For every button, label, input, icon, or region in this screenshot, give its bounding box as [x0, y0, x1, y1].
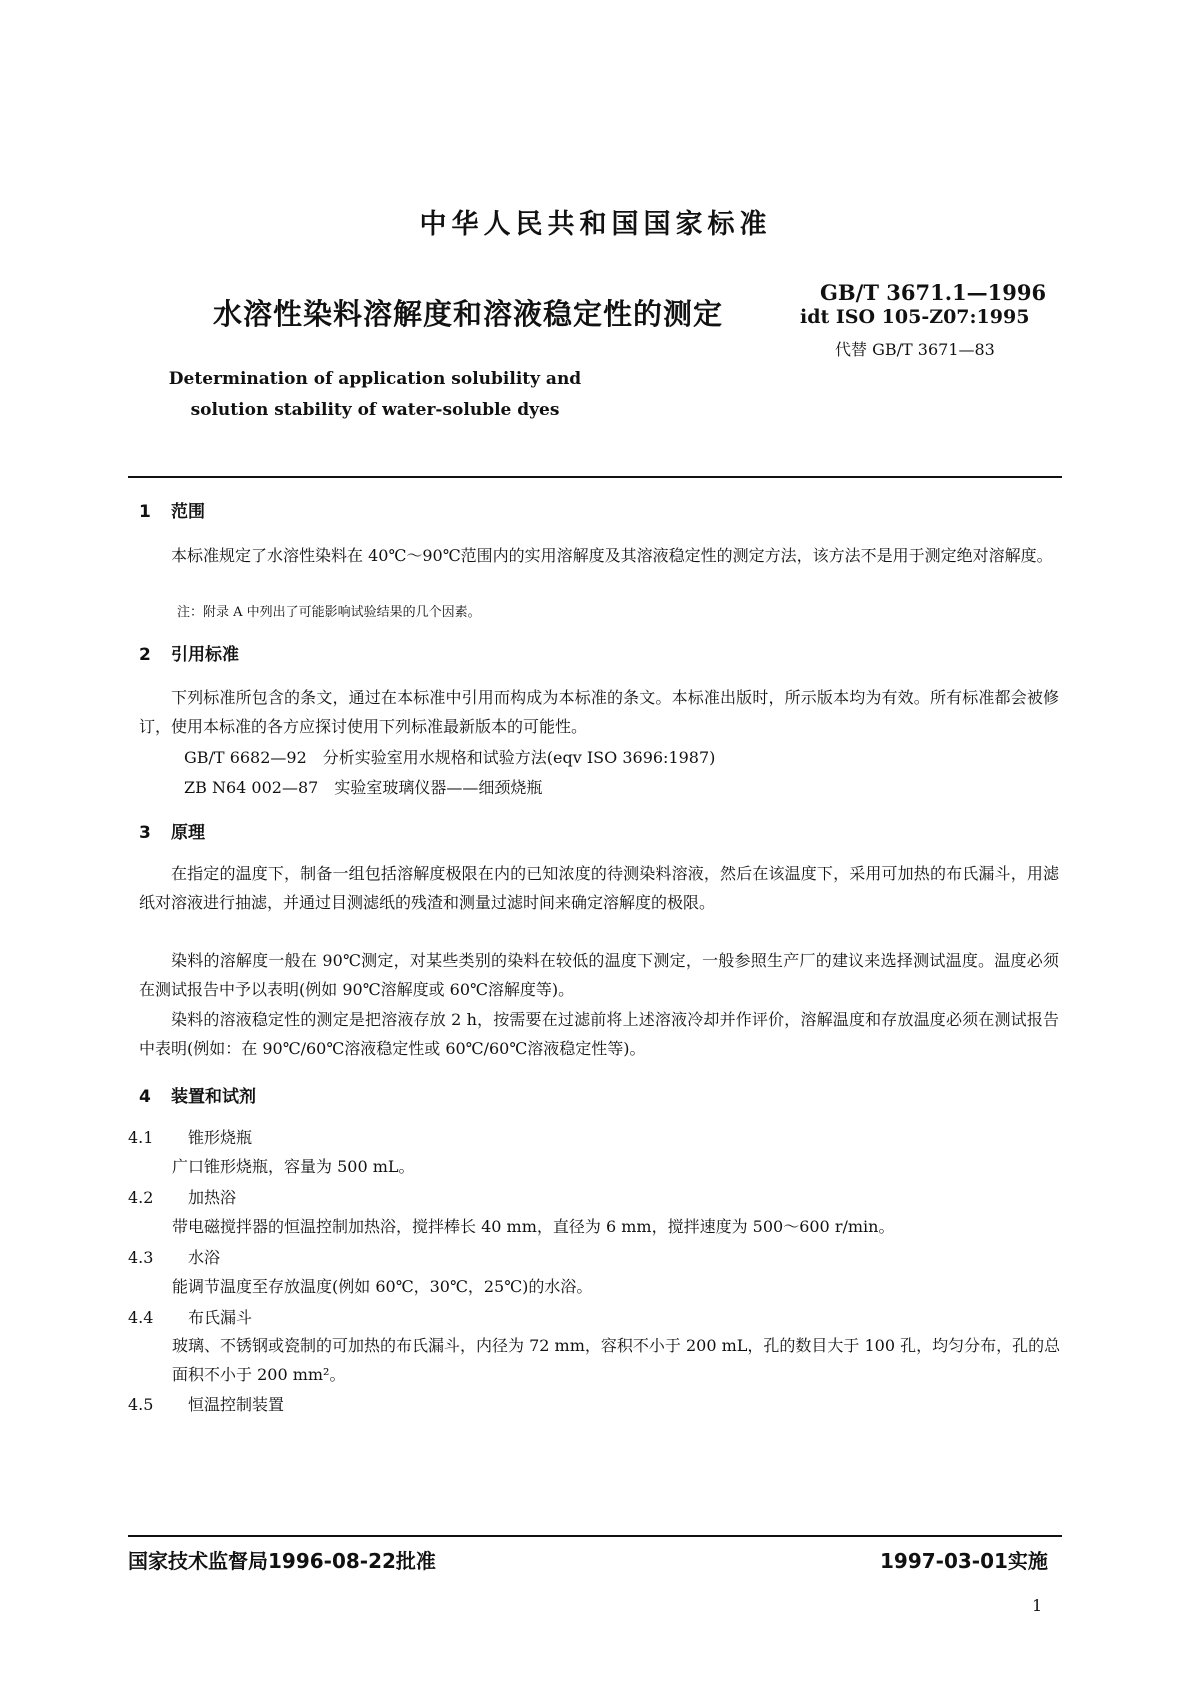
section-title: 原理	[171, 823, 205, 843]
subsection-number: 4.2	[128, 1188, 154, 1207]
subsection-number: 4.1	[128, 1128, 154, 1147]
subsection-4-3-heading	[128, 1245, 220, 1268]
subsection-4-2-body: 带电磁搅拌器的恒温控制加热浴，搅拌棒长 40 mm，直径为 6 mm，搅拌速度为 500～600 r/min。	[172, 1217, 895, 1236]
header-divider	[128, 476, 1062, 478]
subsection-title: 布氏漏斗	[188, 1308, 253, 1327]
subsection-4-4-body: 玻璃、不锈钢或瓷制的可加热的布氏漏斗，内径为 72 mm，容积不小于 200 mL，孔的数目大于 100 孔，均匀分布，孔的总面积不小于 200 mm²。	[172, 1336, 1061, 1384]
reference-code: GB/T 6682—92	[184, 748, 307, 767]
document-title-zh: 水溶性染料溶解度和溶液稳定性的测定	[213, 297, 724, 331]
reference-title: 实验室玻璃仪器——细颈烧瓶	[334, 778, 543, 797]
subsection-number: 4.3	[128, 1248, 154, 1267]
section-number: 3	[139, 823, 151, 843]
subsection-4-5-heading	[128, 1392, 284, 1415]
section-title: 装置和试剂	[171, 1087, 256, 1107]
section-1-paragraph: 本标准规定了水溶性染料在 40℃～90℃范围内的实用溶解度及其溶液稳定性的测定方法，该方法不是用于测定绝对溶解度。	[171, 546, 1053, 565]
section-2-heading	[139, 640, 239, 665]
section-1-heading	[139, 497, 205, 522]
section-number: 1	[139, 502, 151, 522]
reference-code: ZB N64 002—87	[184, 778, 319, 797]
subsection-title: 水浴	[188, 1248, 221, 1267]
subsection-4-1-body: 广口锥形烧瓶，容量为 500 mL。	[172, 1157, 415, 1176]
standard-replaces: 代替 GB/T 3671—83	[835, 340, 995, 359]
reference-title: 分析实验室用水规格和试验方法(eqv ISO 3696:1987)	[322, 748, 716, 767]
section-3-paragraph-2: 染料的溶解度一般在 90℃测定，对某些类别的染料在较低的温度下测定，一般参照生产厂的建议来选择测试温度。温度必须在测试报告中予以表明(例如 90℃溶解度或 60℃溶解度等)。	[139, 951, 1059, 999]
subsection-4-1-heading	[128, 1125, 252, 1148]
document-title-en	[0, 364, 750, 426]
national-standard-heading: 中华人民共和国国家标准	[419, 209, 772, 240]
subsection-title: 加热浴	[188, 1188, 237, 1207]
section-1-note: 注：附录 A 中列出了可能影响试验结果的几个因素。	[177, 605, 481, 620]
subsection-number: 4.4	[128, 1308, 154, 1327]
reference-item	[184, 745, 715, 768]
effective-date: 1997-03-01实施	[880, 1549, 1048, 1573]
section-number: 4	[139, 1087, 151, 1107]
approval-date: 国家技术监督局1996-08-22批准	[128, 1549, 436, 1573]
standard-idt: idt ISO 105-Z07:1995	[800, 306, 1030, 328]
section-3-paragraph-1: 在指定的温度下，制备一组包括溶解度极限在内的已知浓度的待测染料溶液，然后在该温度下，采用可加热的布氏漏斗，用滤纸对溶液进行抽滤，并通过目测滤纸的残渣和测量过滤时间来确定溶解度的极限。	[139, 864, 1059, 912]
title-en-line2: solution stability of water-soluble dyes	[190, 400, 560, 420]
subsection-title: 锥形烧瓶	[188, 1128, 253, 1147]
subsection-4-3-body: 能调节温度至存放温度(例如 60℃，30℃，25℃)的水浴。	[172, 1277, 593, 1296]
footer-divider	[128, 1535, 1062, 1537]
section-title: 引用标准	[171, 645, 239, 665]
section-3-paragraph-3: 染料的溶液稳定性的测定是把溶液存放 2 h，按需要在过滤前将上述溶液冷却并作评价，溶解温度和存放温度必须在测试报告中表明(例如：在 90℃/60℃溶液稳定性或 60℃/60℃溶液稳定性等)。	[139, 1010, 1059, 1058]
subsection-number: 4.5	[128, 1395, 154, 1414]
title-en-line1: Determination of application solubility and	[168, 369, 582, 389]
subsection-title: 恒温控制装置	[188, 1395, 285, 1414]
page-number: 1	[1032, 1596, 1043, 1615]
subsection-4-2-heading	[128, 1185, 236, 1208]
section-3-heading	[139, 818, 205, 843]
section-4-heading	[139, 1082, 256, 1107]
section-number: 2	[139, 645, 151, 665]
standard-code: GB/T 3671.1—1996	[820, 280, 1047, 305]
section-2-paragraph: 下列标准所包含的条文，通过在本标准中引用而构成为本标准的条文。本标准出版时，所示版本均为有效。所有标准都会被修订，使用本标准的各方应探讨使用下列标准最新版本的可能性。	[139, 688, 1059, 736]
section-title: 范围	[171, 502, 205, 522]
reference-item	[184, 775, 542, 798]
subsection-4-4-heading	[128, 1305, 252, 1328]
